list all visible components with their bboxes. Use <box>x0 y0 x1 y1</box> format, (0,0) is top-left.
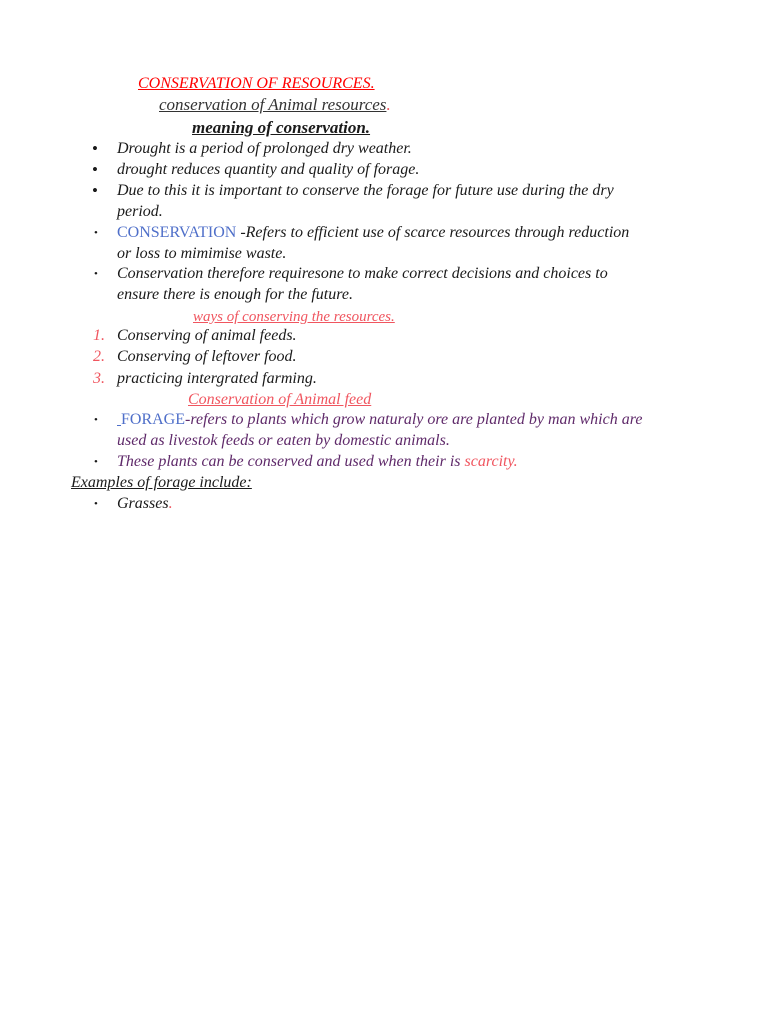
bullet-marker: • <box>92 181 98 200</box>
page-title: CONSERVATION OF RESOURCES. <box>138 75 375 92</box>
conservation-term: CONSERVATION <box>117 224 237 241</box>
bullet-marker: • <box>94 268 98 280</box>
bullet-forage-line2: used as livestok feeds or eaten by domestic animals. <box>117 432 450 449</box>
examples-heading: Examples of forage include: <box>71 474 252 491</box>
subtitle-dot: . <box>386 95 391 114</box>
examples-item-dot: . <box>168 495 173 512</box>
subtitle-text: conservation of Animal resources <box>159 95 387 114</box>
bullet-plants <box>117 452 518 472</box>
bullet-therefore-line2: ensure there is enough for the future. <box>117 286 353 303</box>
feed-heading: Conservation of Animal feed <box>188 391 372 408</box>
list-item: practicing intergrated farming. <box>117 370 317 387</box>
examples-item <box>117 494 173 514</box>
list-number: 2. <box>93 348 105 365</box>
list-number: 3. <box>93 370 105 387</box>
bullet-drought-reduces: drought reduces quantity and quality of forage. <box>117 161 420 178</box>
bullet-therefore-line1: Conservation therefore requiresone to make correct decisions and choices to <box>117 265 608 282</box>
forage-definition: -refers to plants which grow naturaly ore are planted by man which are <box>185 411 643 428</box>
plants-text: These plants can be conserved and used when their is <box>117 453 465 470</box>
conservation-definition: -Refers to efficient use of scarce resources through reduction <box>236 224 630 241</box>
bullet-conservation-line1 <box>117 223 629 243</box>
bullet-forage-line1 <box>117 410 642 430</box>
forage-term: FORAGE <box>121 411 186 428</box>
list-item: Conserving of animal feeds. <box>117 327 297 344</box>
scarcity-word: scarcity. <box>464 453 518 470</box>
bullet-marker: • <box>92 139 98 158</box>
bullet-marker: • <box>94 414 98 426</box>
bullet-marker: • <box>94 456 98 468</box>
bullet-drought-period: Drought is a period of prolonged dry weather. <box>117 140 412 157</box>
subtitle <box>159 95 391 115</box>
bullet-marker: • <box>94 227 98 239</box>
examples-item-text: Grasses <box>117 495 169 512</box>
meaning-heading: meaning of conservation. <box>192 118 371 137</box>
bullet-marker: • <box>92 160 98 179</box>
ways-heading: ways of conserving the resources. <box>193 309 395 325</box>
bullet-marker: • <box>94 498 98 510</box>
bullet-due-line2: period. <box>117 203 163 220</box>
list-number: 1. <box>93 327 105 344</box>
bullet-conservation-line2: or loss to mimimise waste. <box>117 245 287 262</box>
bullet-due-line1: Due to this it is important to conserve the forage for future use during the dry <box>117 182 614 199</box>
list-item: Conserving of leftover food. <box>117 348 297 365</box>
